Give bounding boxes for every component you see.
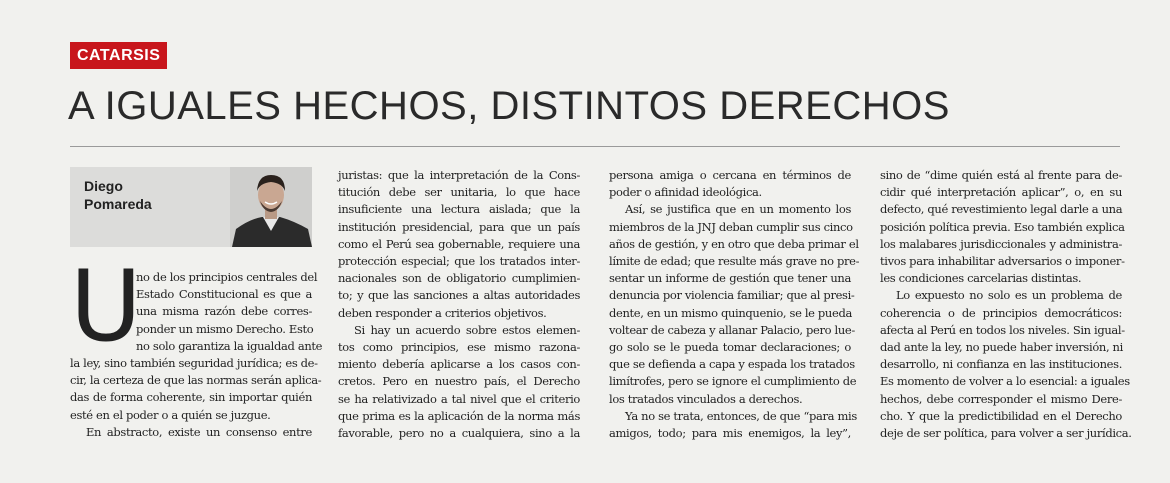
text-line: En abstracto, existe un consenso entre [86,424,312,439]
text-line: se ha relativizado a tal nivel que el criterio [338,391,580,406]
text-line: institución presidencial, para que un país [338,219,580,234]
text-line: una misma razón debe corres- [136,304,312,319]
author-first-name: Diego [84,178,123,194]
text-line: Si hay un acuerdo sobre estos elemen- [354,322,580,337]
text-line: deben responder a criterios objetivos. [338,305,547,320]
text-line: años de gestión, y en otro que deba primar el [609,236,859,251]
paragraph [880,287,1132,442]
text-line: límite de edad; que resulte más grave no pre- [609,254,860,269]
text-line: desarrollo, ni confianza en las instituciones. [880,357,1122,372]
text-line: que prima es la aplicación de la norma más [338,408,580,423]
text-line: sino de “dime quién está al frente para de- [880,168,1122,182]
text-line: no solo garantiza la igualdad ante [136,338,323,353]
paragraph [338,167,580,322]
text-line: hechos, debe corresponder el mismo Dere- [880,391,1122,406]
article-column-4 [880,167,1132,442]
text-line: como el Perú sea gobernable, requiere una [338,236,580,251]
text-line: amigos, todo; para mis enemigos, la ley”, [609,426,851,441]
paragraph [70,269,323,424]
author-last-name: Pomareda [84,196,152,212]
text-line: coherencia o de principios democráticos: [880,305,1122,320]
section-label: CATARSIS [70,42,167,69]
paragraph [609,167,851,201]
text-line: cho. Y que la predictibilidad en el Derecho [880,408,1122,423]
text-line: posición política previa. Eso también explica [880,219,1125,234]
article-headline: A IGUALES HECHOS, DISTINTOS DERECHOS [68,84,950,128]
drop-cap-letter: U [70,250,142,364]
text-line: voltear de cabeza y allanar Palacio, pero lue- [609,322,855,337]
text-line: Lo expuesto no solo es un problema de [896,288,1122,303]
text-line: nacionales son de obligatorio cumplimien- [338,271,580,286]
text-line: los tratados vinculados a derechos. [609,391,803,406]
text-line: cir, la certeza de que las normas serán aplica- [70,373,322,388]
text-line: to; y que las sanciones a altas autoridades [338,288,580,303]
text-line: sentar un informe de gestión que tener una [609,271,851,286]
paragraph [609,408,857,442]
paragraph [880,167,1125,287]
text-line: cidir qué interpretación aplicar”, o, en su [880,185,1122,200]
article-column-2 [338,167,580,442]
paragraph [609,201,860,407]
article-column-3 [609,167,860,442]
author-photo [230,167,312,247]
text-line: deje de ser política, para volver a ser jurídica. [880,426,1132,441]
text-line: cretos. Pero en nuestro país, el Derecho [338,374,580,389]
text-line: dente, en un mismo quinquenio, se le pueda [609,305,852,320]
text-line: la ley, sino también seguridad jurídica; es de- [70,356,318,371]
text-line: defecto, qué revestimiento legal darle a una [880,202,1123,217]
text-line: afecta al Perú en todos los niveles. Sin igual- [880,322,1125,337]
text-line: limítrofes, pero se ignore el cumplimiento de [609,374,857,389]
article-column-1 [70,269,323,441]
text-line: protección especial; que los tratados inter- [338,254,580,269]
text-line: que se defienda a capa y espada los tratados [609,357,855,372]
text-line: no de los principios centrales del [136,270,318,284]
author-name [84,177,194,213]
text-line: dad ante la ley, no puede haber inversión, ni [880,340,1123,355]
text-line: go solo se le pueda tomar declaraciones; o [609,340,851,355]
text-line: les condiciones carcelarias distintas. [880,271,1082,286]
author-box [70,167,312,247]
text-line: das de forma coherente, sin importar quién [70,390,312,405]
paragraph [70,424,312,441]
text-line: insuficiente una lectura aislada; que la [338,202,580,217]
paragraph [338,322,580,442]
text-line: esté en el poder o a quién se juzgue. [70,407,271,422]
text-line: los malabares jurisdiccionales y administra- [880,236,1122,251]
text-line: Es momento de volver a lo esencial: a iguales [880,374,1130,389]
text-line: tivos para inhabilitar adversarios o imponer- [880,254,1125,269]
text-line: denuncia por violencia familiar; que al presi- [609,288,855,303]
text-line: Así, se justifica que en un momento los [625,202,851,217]
text-line: miento debería aplicarse a los casos con- [338,357,580,372]
text-line: juristas: que la interpretación de la Cons- [338,168,580,182]
text-line: miembros de la JNJ deban cumplir sus cinco [609,219,853,234]
text-line: Ya no se trata, entonces, de que “para mis [625,408,857,423]
text-line: titución debe ser unitaria, lo que hace [338,185,580,200]
text-line: ponder un mismo Derecho. Esto [136,321,314,336]
text-line: persona amiga o cercana en términos de [609,168,851,182]
headline-divider [70,146,1120,147]
text-line: favorable, pero no a cualquiera, sino a la [338,426,580,441]
text-line: tos como principios, ese mismo razona- [338,340,580,355]
text-line: Estado Constitucional es que a [136,287,312,302]
text-line: poder o afinidad ideológica. [609,185,762,200]
